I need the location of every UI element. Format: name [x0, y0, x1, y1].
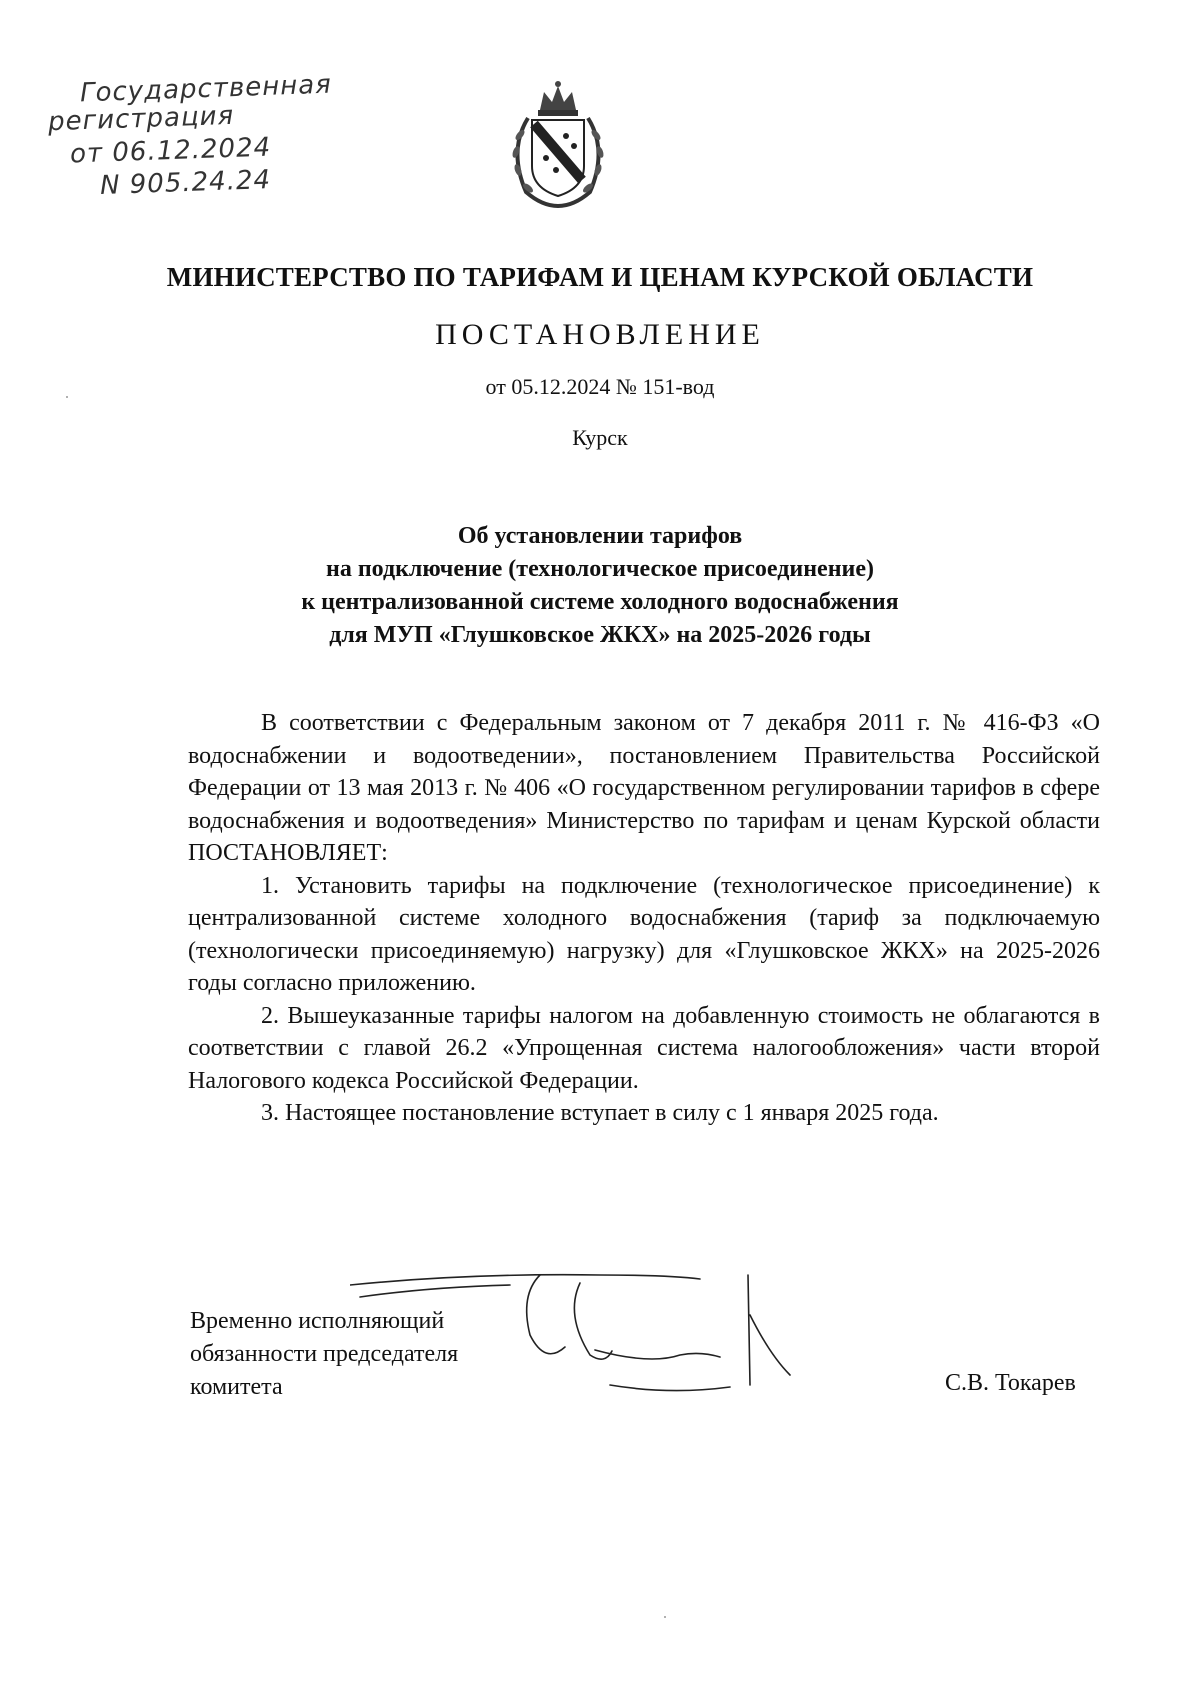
document-number: от 05.12.2024 № 151-вод	[485, 374, 715, 399]
signatory-name: С.В. Токарев	[945, 1370, 1076, 1396]
signatory-position-line: обязанности председателя	[190, 1341, 459, 1367]
registration-note-date: от 06.12.2024	[69, 132, 272, 170]
registration-note-line: Государственная	[79, 69, 333, 109]
signatory-position-line: комитета	[190, 1374, 283, 1400]
resolution-item-1: 1. Установить тарифы на подключение (технологическое присоединение) к централизованной системе холодного водоснабжения (тариф за подключаемую (технологически присоединяемую) нагрузку) для «Глушковское ЖКХ» на 2025-2026 годы согласно приложению.	[188, 872, 1100, 996]
resolution-item-3: 3. Настоящее постановление вступает в силу с 1 января 2025 года.	[261, 1100, 939, 1126]
registration-handwritten-note	[40, 70, 340, 210]
document-type: ПОСТАНОВЛЕНИЕ	[435, 318, 765, 351]
ministry-name: МИНИСТЕРСТВО ПО ТАРИФАМ И ЦЕНАМ КУРСКОЙ ОБЛАСТИ	[166, 262, 1034, 292]
title-line: Об установлении тарифов	[457, 523, 743, 549]
registration-note-line: регистрация	[47, 100, 235, 138]
signatory-position-line: Временно исполняющий	[190, 1308, 445, 1334]
title-line: к централизованной системе холодного водоснабжения	[301, 589, 899, 615]
registration-note-number: N 905.24.24	[99, 165, 272, 201]
preamble-paragraph: В соответствии с Федеральным законом от 7 декабря 2011 г. № 416-ФЗ «О водоснабжении и водоотведении», постановлением Правительства Российской Федерации от 13 мая 2013 г. № 406 «О государственном регулировании тарифов в сфере водоснабжения и водоотведения» Министерство по тарифам и ценам Курской области ПОСТАНОВЛЯЕТ:	[188, 710, 1100, 866]
title-line: для МУП «Глушковское ЖКХ» на 2025-2026 годы	[329, 622, 871, 648]
coat-of-arms-icon	[498, 80, 618, 212]
signatory-position	[190, 1305, 458, 1404]
title-line: на подключение (технологическое присоединение)	[325, 556, 874, 582]
document-title	[0, 520, 1200, 652]
document-city: Курск	[572, 425, 628, 450]
document-body	[188, 707, 1100, 1130]
resolution-item-2: 2. Вышеуказанные тарифы налогом на добавленную стоимость не облагаются в соответствии с главой 26.2 «Упрощенная система налогообложения» части второй Налогового кодекса Российской Федерации.	[188, 1002, 1100, 1094]
